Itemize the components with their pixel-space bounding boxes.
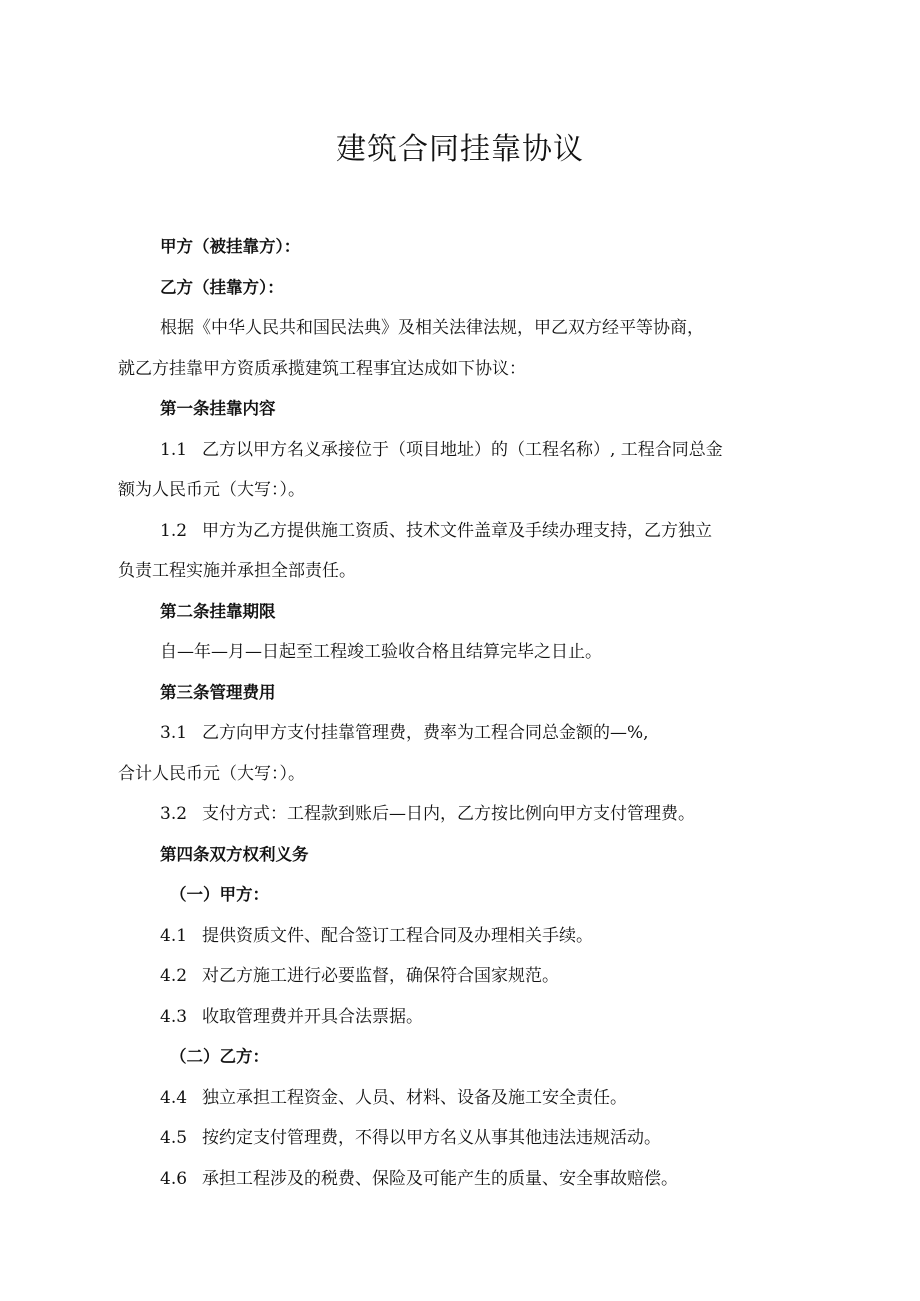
clause-3-2	[118, 794, 808, 835]
clause-text: 对乙方施工进行必要监督，确保符合国家规范。	[202, 966, 559, 986]
clause-number: 4.3	[160, 1006, 188, 1027]
preamble-line-1: 根据《中华人民共和国民法典》及相关法律法规，甲乙双方经平等协商，	[160, 318, 704, 338]
clause-1-2-continued: 负责工程实施并承担全部责任。	[118, 561, 356, 581]
article-2-heading: 第二条挂靠期限	[160, 601, 276, 621]
party-b-label: 乙方（挂靠方）：	[160, 277, 284, 297]
clause-number: 3.1	[160, 723, 188, 743]
clause-number: 1.1	[160, 439, 188, 460]
clause-text: 独立承担工程资金、人员、材料、设备及施工安全责任。	[202, 1087, 627, 1108]
clause-1-1	[118, 430, 808, 471]
clause-text: 乙方向甲方支付挂靠管理费，费率为工程合同总金额的—%,	[202, 723, 649, 743]
article-4-heading: 第四条双方权利义务	[160, 844, 309, 864]
preamble-line-2: 就乙方挂靠甲方资质承揽建筑工程事宜达成如下协议：	[118, 358, 526, 379]
clause-number: 1.2	[160, 520, 188, 541]
clause-text: 收取管理费并开具合法票据。	[202, 1006, 423, 1027]
clause-text: 支付方式：工程款到账后—日内，乙方按比例向甲方支付管理费。	[202, 804, 695, 824]
clause-3-1	[118, 713, 808, 754]
clause-4-5	[118, 1118, 808, 1159]
document-title: 建筑合同挂靠协议	[336, 132, 584, 167]
clause-number: 3.2	[160, 804, 188, 824]
clause-text: 甲方为乙方提供施工资质、技术文件盖章及手续办理支持，乙方独立	[202, 520, 712, 541]
clause-number: 4.6	[160, 1168, 188, 1189]
clause-4-1	[118, 916, 808, 957]
document-body	[118, 227, 808, 1199]
clause-4-3	[118, 997, 808, 1038]
clause-number: 4.1	[160, 925, 188, 946]
clause-number: 4.2	[160, 966, 188, 986]
party-b-subheading: （二）乙方：	[170, 1047, 269, 1066]
clause-text: 提供资质文件、配合签订工程合同及办理相关手续。	[202, 925, 593, 946]
clause-4-6	[118, 1159, 808, 1200]
clause-number: 4.5	[160, 1128, 188, 1148]
clause-1-2	[118, 511, 808, 552]
clause-text: 按约定支付管理费，不得以甲方名义从事其他违法违规活动。	[202, 1128, 661, 1148]
clause-4-2	[118, 956, 808, 997]
clause-text: 乙方以甲方名义承接位于（项目地址）的（工程名称）, 工程合同总金	[202, 439, 723, 460]
clause-4-4	[118, 1078, 808, 1119]
clause-number: 4.4	[160, 1087, 188, 1108]
article-2-text: 自—年—月—日起至工程竣工验收合格且结算完毕之日止。	[160, 642, 602, 662]
clause-1-1-continued: 额为人民币元（大写：）。	[118, 480, 305, 500]
article-3-heading: 第三条管理费用	[160, 682, 276, 702]
article-1-heading: 第一条挂靠内容	[160, 399, 276, 418]
party-a-subheading: （一）甲方：	[170, 885, 269, 904]
party-a-label: 甲方（被挂靠方）：	[160, 237, 301, 256]
clause-text: 承担工程涉及的税费、保险及可能产生的质量、安全事故赔偿。	[202, 1168, 678, 1189]
clause-3-1-continued: 合计人民币元（大写：）。	[118, 763, 305, 784]
